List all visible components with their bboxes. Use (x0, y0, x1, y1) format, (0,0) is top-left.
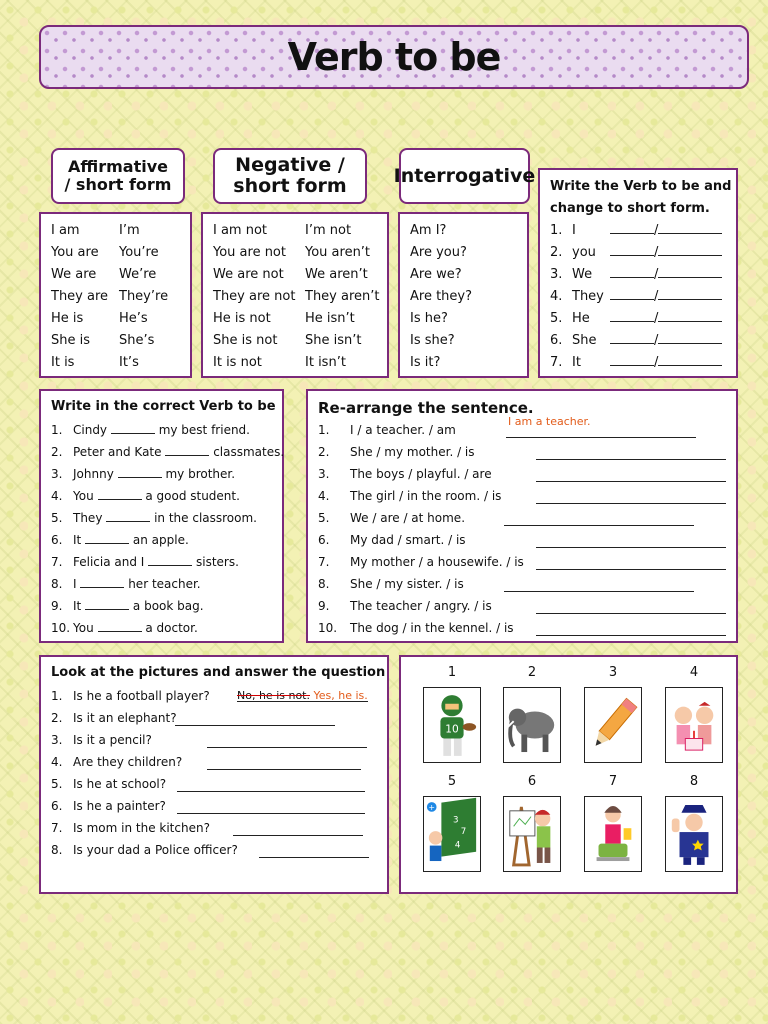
picture-question-row (51, 685, 210, 707)
item-complement: a doctor. (145, 621, 198, 635)
item-number: 3. (51, 733, 63, 747)
correct-verb-row (51, 507, 257, 529)
answer-blank[interactable] (259, 844, 369, 858)
item-subject: I (572, 223, 576, 238)
interrogative-label (393, 148, 536, 204)
answer-blank[interactable] (504, 578, 694, 592)
affirmative-full: We are (51, 267, 97, 282)
negative-short: I’m not (305, 223, 352, 238)
item-number: 7. (51, 555, 63, 569)
answer-blank[interactable] (536, 600, 726, 614)
affirmative-full: She is (51, 333, 91, 348)
short-form-row: 2. you / (550, 242, 722, 264)
svg-text:7: 7 (460, 827, 467, 837)
negative-short: They aren’t (305, 289, 380, 304)
football-player-icon (423, 687, 481, 763)
picture-question-row (51, 817, 210, 839)
picture-question-row (51, 773, 166, 795)
pictures-panel (399, 655, 738, 894)
negative-full: They are not (213, 289, 296, 304)
item-subject: We (572, 267, 593, 282)
item-number: 1. (51, 423, 63, 437)
negative-short: It isn’t (305, 355, 346, 370)
picture-question-row (51, 751, 182, 773)
page-title: Verb to be (287, 35, 501, 79)
svg-text:10: 10 (445, 722, 459, 736)
negative-short: We aren’t (305, 267, 368, 282)
negative-short: He isn’t (305, 311, 355, 326)
rearrange-row (318, 441, 475, 463)
negative-short: You aren’t (305, 245, 371, 260)
correct-verb-row (51, 617, 198, 639)
short-form-exercise (538, 168, 738, 378)
negative-full: She is not (213, 333, 278, 348)
answer-blank[interactable] (98, 486, 142, 500)
answer-blank[interactable] (118, 464, 162, 478)
answer-blank[interactable] (85, 596, 129, 610)
correct-verb-row (51, 463, 235, 485)
mom-kitchen-icon (584, 796, 642, 872)
short-form-row: 1. I / (550, 220, 722, 242)
item-number: 1. (550, 223, 563, 238)
item-subject: I (73, 577, 77, 591)
rearrange-row (318, 617, 514, 639)
picture-number: 2 (527, 665, 537, 680)
answer-blank[interactable] (658, 352, 722, 366)
short-form-row: 3. We / (550, 264, 722, 286)
affirmative-short: She’s (119, 333, 155, 348)
police-officer-icon (665, 796, 723, 872)
correct-verb-row (51, 529, 189, 551)
short-form-row: 4. They / (550, 286, 722, 308)
item-number: 10. (51, 621, 71, 635)
item-subject: You (73, 489, 94, 503)
title-banner (39, 25, 749, 89)
correct-answer: Yes, he is. (313, 689, 368, 702)
children-icon (665, 687, 723, 763)
item-number: 2. (550, 245, 563, 260)
svg-text:+: + (428, 802, 435, 812)
item-number: 2. (318, 445, 330, 459)
affirmative-label-text: Affirmative / short form (64, 157, 172, 194)
answer-blank[interactable] (536, 468, 726, 482)
answer-blank[interactable] (111, 420, 155, 434)
item-number: 1. (318, 423, 330, 437)
school-boy-icon (423, 796, 481, 872)
negative-table (201, 212, 389, 378)
item-words: The boys / playful. / are (350, 467, 492, 481)
answer-blank[interactable] (610, 308, 654, 322)
item-number: 8. (51, 843, 63, 857)
item-complement: my best friend. (158, 423, 250, 437)
pictures-question-title: Look at the pictures and answer the question (51, 665, 386, 680)
item-number: 4. (550, 289, 563, 304)
answer-blank[interactable] (106, 508, 150, 522)
item-question: Is it a pencil? (73, 733, 152, 747)
item-question: Is he a football player? (73, 689, 210, 703)
interrogative-item: Am I? (410, 223, 447, 238)
item-subject: She (572, 333, 597, 348)
item-complement: her teacher. (128, 577, 201, 591)
item-words: I / a teacher. / am (350, 423, 456, 437)
svg-text:3: 3 (452, 815, 459, 826)
item-words: She / my mother. / is (350, 445, 475, 459)
interrogative-item: Are we? (410, 267, 462, 282)
answer-blank[interactable] (658, 264, 722, 278)
answer-blank[interactable] (177, 778, 365, 792)
painter-icon (503, 796, 561, 872)
negative-full: I am not (213, 223, 268, 238)
pencil-icon (584, 687, 642, 763)
answer-blank[interactable] (233, 822, 363, 836)
picture-number: 1 (447, 665, 457, 680)
affirmative-short: He’s (119, 311, 148, 326)
answer-blank[interactable] (165, 442, 209, 456)
item-question: Is it an elephant? (73, 711, 177, 725)
picture-number: 6 (527, 774, 537, 789)
short-form-title: Write the Verb to be and change to short form. (550, 179, 732, 216)
answer-blank[interactable] (504, 512, 694, 526)
affirmative-full: It is (51, 355, 75, 370)
item-words: My mother / a housewife. / is (350, 555, 524, 569)
example-answer: I am a teacher. (508, 415, 591, 428)
item-number: 5. (550, 311, 563, 326)
item-number: 7. (51, 821, 63, 835)
item-number: 1. (51, 689, 63, 703)
item-subject: You (73, 621, 94, 635)
rearrange-row (318, 463, 492, 485)
item-number: 5. (51, 511, 63, 525)
item-number: 2. (51, 711, 63, 725)
item-number: 2. (51, 445, 63, 459)
negative-full: He is not (213, 311, 271, 326)
answer-blank[interactable] (610, 330, 654, 344)
rearrange-title: Re-arrange the sentence. (318, 399, 534, 417)
affirmative-full: You are (51, 245, 99, 260)
item-number: 8. (318, 577, 330, 591)
item-words: The girl / in the room. / is (350, 489, 502, 503)
item-words: The dog / in the kennel. / is (350, 621, 514, 635)
short-form-row: 7. It / (550, 352, 722, 374)
picture-question-row (51, 729, 152, 751)
rearrange-row (318, 573, 464, 595)
rearrange-exercise (306, 389, 738, 643)
rearrange-row (318, 485, 501, 507)
item-complement: an apple. (132, 533, 189, 547)
interrogative-item: Is it? (410, 355, 441, 370)
answer-blank[interactable] (98, 618, 142, 632)
affirmative-short: They’re (119, 289, 169, 304)
item-subject: Felicia and I (73, 555, 145, 569)
svg-text:4: 4 (454, 840, 461, 851)
item-subject: Johnny (73, 467, 114, 481)
affirmative-full: They are (51, 289, 109, 304)
interrogative-item: Is she? (410, 333, 455, 348)
rearrange-row (318, 551, 524, 573)
item-complement: classmates. (213, 445, 285, 459)
item-number: 5. (51, 777, 63, 791)
affirmative-full: He is (51, 311, 84, 326)
picture-question-row (51, 707, 177, 729)
item-number: 6. (51, 799, 63, 813)
affirmative-full: I am (51, 223, 80, 238)
answer-blank[interactable] (536, 490, 726, 504)
picture-number: 4 (689, 665, 699, 680)
item-question: Is he a painter? (73, 799, 166, 813)
item-number: 9. (51, 599, 63, 613)
item-number: 4. (318, 489, 330, 503)
item-subject: It (73, 599, 82, 613)
interrogative-label-text: Interrogative (393, 164, 536, 187)
item-words: She / my sister. / is (350, 577, 464, 591)
picture-question-row (51, 839, 238, 861)
item-subject: It (572, 355, 581, 370)
affirmative-short: You’re (119, 245, 159, 260)
item-number: 6. (550, 333, 563, 348)
answer-blank[interactable] (148, 552, 192, 566)
correct-verb-exercise (39, 389, 284, 643)
affirmative-table (39, 212, 192, 378)
answer-blank[interactable] (536, 556, 726, 570)
rearrange-row (318, 419, 456, 441)
answer-blank[interactable] (536, 622, 726, 636)
answer-blank[interactable] (610, 264, 654, 278)
example-answer (237, 685, 368, 702)
negative-full: We are not (213, 267, 284, 282)
picture-number: 3 (608, 665, 618, 680)
interrogative-table (398, 212, 529, 378)
item-number: 3. (550, 267, 563, 282)
item-words: My dad / smart. / is (350, 533, 466, 547)
item-subject: He (572, 311, 590, 326)
rearrange-row (318, 507, 465, 529)
picture-number: 5 (447, 774, 457, 789)
item-question: Are they children? (73, 755, 183, 769)
affirmative-label (51, 148, 185, 204)
item-subject: Peter and Kate (73, 445, 162, 459)
short-form-row: 5. He / (550, 308, 722, 330)
item-complement: in the classroom. (154, 511, 257, 525)
wrong-answer: No, he is not. (237, 689, 310, 702)
answer-blank[interactable] (536, 446, 726, 460)
answer-blank[interactable] (177, 800, 365, 814)
answer-blank[interactable] (610, 286, 654, 300)
answer-blank[interactable] (207, 734, 367, 748)
item-number: 7. (550, 355, 563, 370)
item-number: 7. (318, 555, 330, 569)
item-number: 9. (318, 599, 330, 613)
item-subject: Cindy (73, 423, 108, 437)
rearrange-row (318, 529, 466, 551)
item-subject: They (572, 289, 604, 304)
answer-blank[interactable] (85, 530, 129, 544)
item-question: Is mom in the kitchen? (73, 821, 210, 835)
picture-number: 8 (689, 774, 699, 789)
item-number: 6. (318, 533, 330, 547)
picture-question-row (51, 795, 166, 817)
correct-verb-row (51, 551, 239, 573)
item-number: 6. (51, 533, 63, 547)
answer-blank[interactable] (658, 308, 722, 322)
correct-verb-title: Write in the correct Verb to be (51, 399, 276, 414)
answer-blank[interactable] (207, 756, 361, 770)
correct-verb-row (51, 441, 284, 463)
answer-blank[interactable] (658, 330, 722, 344)
correct-verb-row (51, 595, 204, 617)
item-number: 5. (318, 511, 330, 525)
negative-full: It is not (213, 355, 262, 370)
correct-verb-row (51, 419, 250, 441)
answer-blank[interactable] (658, 286, 722, 300)
item-complement: a book bag. (132, 599, 204, 613)
interrogative-item: Are they? (410, 289, 473, 304)
item-subject: you (572, 245, 596, 260)
item-subject: It (73, 533, 82, 547)
answer-blank[interactable] (658, 220, 722, 234)
item-question: Is he at school? (73, 777, 167, 791)
negative-label-text: Negative / short form (233, 154, 347, 197)
affirmative-short: It’s (119, 355, 139, 370)
item-number: 10. (318, 621, 338, 635)
pictures-question-exercise (39, 655, 389, 894)
negative-short: She isn’t (305, 333, 362, 348)
answer-blank[interactable] (610, 220, 654, 234)
negative-full: You are not (213, 245, 286, 260)
item-complement: my brother. (165, 467, 236, 481)
affirmative-short: I’m (119, 223, 140, 238)
affirmative-short: We’re (119, 267, 157, 282)
answer-blank[interactable] (610, 352, 654, 366)
answer-blank[interactable] (175, 712, 335, 726)
item-complement: a good student. (145, 489, 240, 503)
item-subject: They (73, 511, 103, 525)
answer-blank[interactable] (536, 534, 726, 548)
negative-label (213, 148, 367, 204)
correct-verb-row (51, 573, 201, 595)
item-number: 3. (318, 467, 330, 481)
answer-blank[interactable] (80, 574, 124, 588)
answer-blank[interactable] (610, 242, 654, 256)
item-words: The teacher / angry. / is (350, 599, 492, 613)
rearrange-row (318, 595, 492, 617)
correct-verb-row (51, 485, 240, 507)
item-complement: sisters. (195, 555, 239, 569)
item-number: 4. (51, 489, 63, 503)
item-words: We / are / at home. (350, 511, 466, 525)
item-number: 8. (51, 577, 63, 591)
interrogative-item: Are you? (410, 245, 467, 260)
elephant-icon (503, 687, 561, 763)
interrogative-item: Is he? (410, 311, 448, 326)
item-number: 3. (51, 467, 63, 481)
picture-number: 7 (608, 774, 618, 789)
item-question: Is your dad a Police officer? (73, 843, 238, 857)
answer-blank[interactable] (658, 242, 722, 256)
item-number: 4. (51, 755, 63, 769)
short-form-row: 6. She / (550, 330, 722, 352)
